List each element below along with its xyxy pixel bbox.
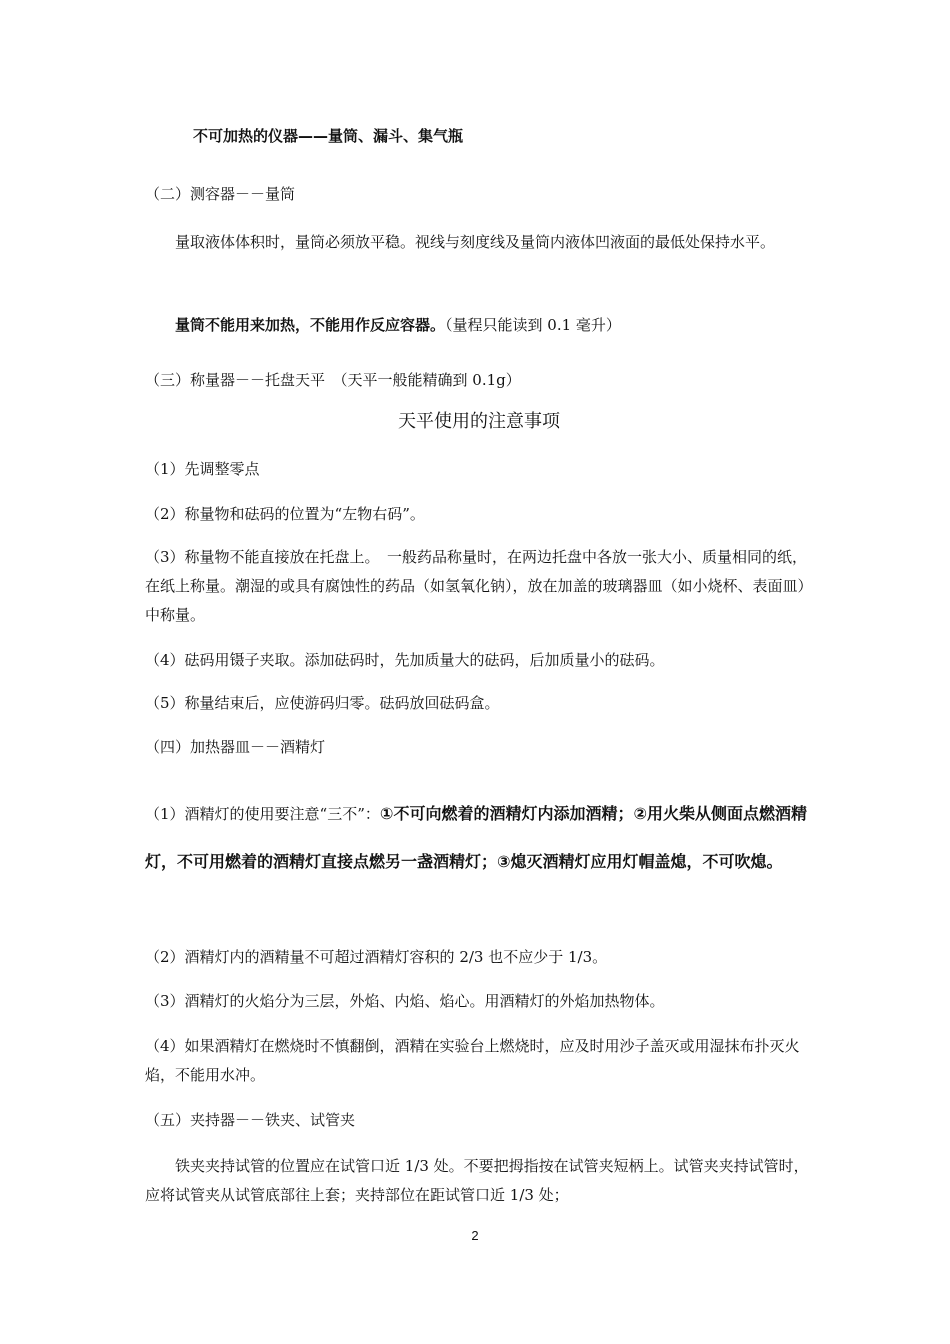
lamp-item-3: （3）酒精灯的火焰分为三层，外焰、内焰、焰心。用酒精灯的外焰加热物体。 [145, 992, 665, 1010]
section-3-title: （三）称量器－－托盘天平 （天平一般能精确到 0.1g） [145, 371, 521, 389]
balance-item-4: （4）砝码用镊子夹取。添加砝码时，先加质量大的砝码，后加质量小的砝码。 [145, 651, 665, 669]
section-2-paragraph: 量取液体体积时，量筒必须放平稳。视线与刻度线及量筒内液体凹液面的最低处保持水平。 [145, 233, 776, 251]
section-2-warning-bold: 量筒不能用来加热，不能用作反应容器。 [145, 316, 446, 334]
section-2-title: （二）测容器－－量筒 [145, 185, 296, 203]
balance-item-1: （1）先调整零点 [145, 460, 260, 478]
balance-item-5: （5）称量结束后，应使游码归零。砝码放回砝码盒。 [145, 694, 500, 712]
lamp-item-4: （4）如果酒精灯在燃烧时不慎翻倒，酒精在实验台上燃烧时，应及时用沙子盖灭或用湿抹布扑灭火焰，不能用水冲。 [145, 1037, 800, 1084]
section-3-subtitle: 天平使用的注意事项 [398, 411, 560, 432]
balance-item-2: （2）称量物和砝码的位置为“左物右码”。 [145, 505, 425, 523]
section-2-warning [145, 311, 813, 340]
lamp-item-1 [145, 790, 813, 886]
lamp-item-1-prefix: （1）酒精灯的使用要注意“三不”： [145, 805, 380, 823]
balance-item-3: （3）称量物不能直接放在托盘上。 一般药品称量时，在两边托盘中各放一张大小、质量相同的纸，在纸上称量。潮湿的或具有腐蚀性的药品（如氢氧化钠），放在加盖的玻璃器皿（如小烧杯、表面皿）中称量。 [145, 548, 813, 624]
section-5-paragraph: 铁夹夹持试管的位置应在试管口近 1/3 处。不要把拇指按在试管夹短柄上。试管夹夹持试管时，应将试管夹从试管底部往上套；夹持部位在距试管口近 1/3 处； [145, 1157, 809, 1204]
section-2-warning-note: （量程只能读到 0.1 毫升） [445, 316, 621, 334]
lamp-item-1-bold: ①不可向燃着的酒精灯内添加酒精；②用火柴从侧面点燃酒精灯，不可用燃着的酒精灯直接点燃另一盏酒精灯；③熄灭酒精灯应用灯帽盖熄，不可吹熄。 [145, 804, 807, 871]
page-number: 2 [471, 1228, 479, 1243]
section-5-title: （五）夹持器－－铁夹、试管夹 [145, 1111, 356, 1129]
section-4-title: （四）加热器皿－－酒精灯 [145, 738, 326, 756]
lamp-item-2: （2）酒精灯内的酒精量不可超过酒精灯容积的 2/3 也不应少于 1/3。 [145, 948, 608, 966]
heading-non-heatable: 不可加热的仪器——量筒、漏斗、集气瓶 [193, 127, 464, 145]
